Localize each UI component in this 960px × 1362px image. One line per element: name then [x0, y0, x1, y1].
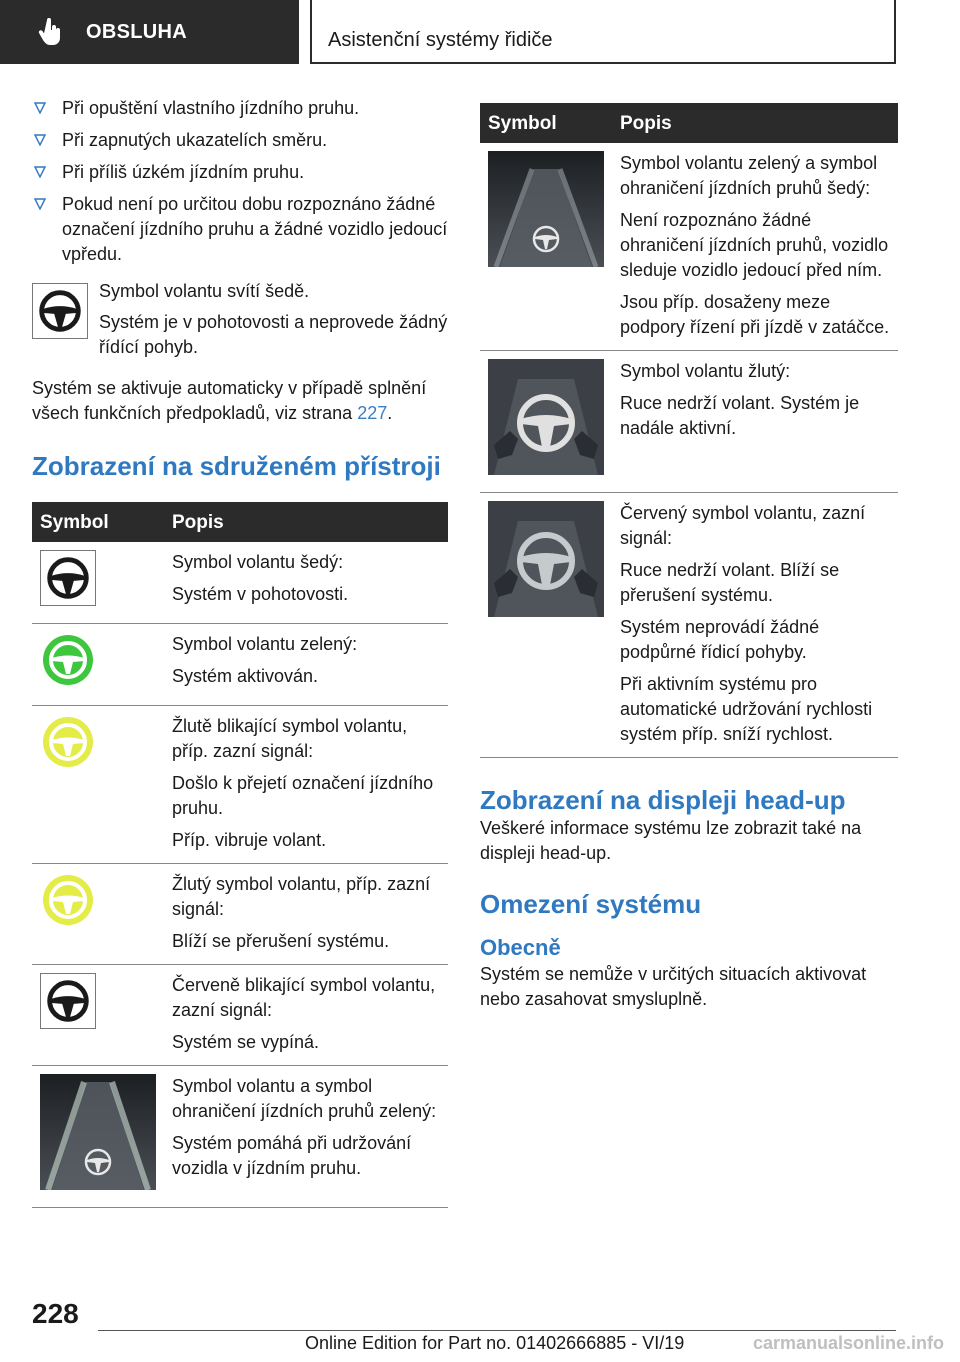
steering-wheel-icon	[32, 283, 88, 339]
lane-green-wheel-gray-icon	[488, 151, 604, 267]
triangle-bullet-icon	[34, 166, 46, 178]
page-reference-link[interactable]: 227	[357, 403, 388, 423]
activation-paragraph: Systém se aktivuje automaticky v případě splnění všech funkčních předpokladů, viz strana 227.	[32, 378, 427, 423]
header-section-tab	[0, 0, 299, 64]
steering-wheel-yellow-blink-icon	[40, 714, 96, 770]
footer-divider	[98, 1330, 896, 1331]
list-item: Při příliš úzkém jízdním pruhu.	[32, 160, 448, 185]
table-header-description: Popis	[164, 502, 448, 542]
table-row: Žlutý symbol volantu, příp. zazní signál: Blíží se přerušení systému.	[32, 864, 448, 965]
lane-boundaries-green-wheel-icon	[40, 1074, 156, 1190]
section-heading-limits: Omezení systému	[480, 889, 702, 919]
table-row: Červený symbol volantu, zazní signál: Ruce nedrží volant. Blíží se přerušení systému. Systém neprovádí žádné podpůrné řídicí pohyby. Při aktivním systému pro automatické udržování rychlosti systém příp. sníží rychlost.	[480, 493, 898, 758]
footer-edition: Online Edition for Part no. 01402666885 - VI/19	[305, 1333, 685, 1353]
triangle-bullet-icon	[34, 134, 46, 146]
list-item: Při zapnutých ukazatelích směru.	[32, 128, 448, 153]
table-row: Červeně blikající symbol volantu, zazní signál: Systém se vypíná.	[32, 965, 448, 1066]
table-row: Symbol volantu a symbol ohraničení jízdních pruhů zelený: Systém pomáhá při udržování vozidla v jízdním pruhu.	[32, 1066, 448, 1208]
triangle-bullet-icon	[34, 198, 46, 210]
table-row: Symbol volantu žlutý: Ruce nedrží volant. Systém je nadále aktivní.	[480, 351, 898, 493]
steering-wheel-yellow-icon	[40, 872, 96, 928]
steering-wheel-red-blink-icon	[40, 973, 96, 1029]
table-row: Symbol volantu zelený a symbol ohraničení jízdních pruhů šedý: Není rozpoznáno žádné ohraničení jízdních pruhů, vozidlo sleduje vozidlo jedoucí před ním. Jsou příp. dosaženy meze podpory řízení při jízdě v zatáčce.	[480, 143, 898, 351]
symbol-table-right	[480, 103, 898, 758]
header-section-label: OBSLUHA	[86, 20, 187, 43]
subheading-general: Obecně	[480, 935, 561, 960]
inline-symbol-line1: Symbol volantu svítí šedě.	[99, 281, 310, 301]
hands-off-wheel-yellow-icon	[488, 359, 604, 475]
table-row: Žlutě blikající symbol volantu, příp. zazní signál: Došlo k přejetí označení jízdního pruhu. Příp. vibruje volant.	[32, 706, 448, 864]
right-column	[480, 103, 898, 1012]
table-header-description: Popis	[612, 103, 898, 143]
inline-symbol-note	[32, 279, 448, 366]
condition-list	[32, 96, 448, 267]
hud-paragraph: Veškeré informace systému lze zobrazit také na displeji head-up.	[480, 818, 862, 863]
table-header-symbol: Symbol	[32, 502, 164, 542]
section-heading-hud: Zobrazení na displeji head-up	[480, 785, 846, 815]
steering-wheel-green-icon	[40, 632, 96, 688]
table-row: Symbol volantu zelený: Systém aktivován.	[32, 624, 448, 706]
watermark: carmanualsonline.info	[752, 1333, 944, 1353]
table-row: Symbol volantu šedý: Systém v pohotovosti.	[32, 542, 448, 624]
inline-symbol-line2: Systém je v pohotovosti a neprovede žádný řídící pohyb.	[99, 312, 448, 357]
section-heading-cluster: Zobrazení na sdruženém přístroji	[32, 451, 441, 481]
header-chapter-label: Asistenční systémy řidiče	[328, 29, 553, 51]
hands-off-wheel-red-icon	[488, 501, 604, 617]
list-item: Pokud není po určitou dobu rozpoznáno žádné označení jízdního pruhu a žádné vozidlo jedoucí vpředu.	[32, 192, 448, 267]
general-paragraph: Systém se nemůže v určitých situacích aktivovat nebo zasahovat smysluplně.	[480, 964, 867, 1009]
header-chapter-box	[310, 0, 896, 64]
triangle-bullet-icon	[34, 102, 46, 114]
list-item: Při opuštění vlastního jízdního pruhu.	[32, 96, 448, 121]
hand-pointer-icon	[38, 18, 64, 46]
left-column	[32, 96, 448, 1208]
symbol-table-left	[32, 502, 448, 1208]
steering-wheel-gray-icon	[40, 550, 96, 606]
page-number: 228	[32, 1298, 79, 1329]
table-header-symbol: Symbol	[480, 103, 612, 143]
